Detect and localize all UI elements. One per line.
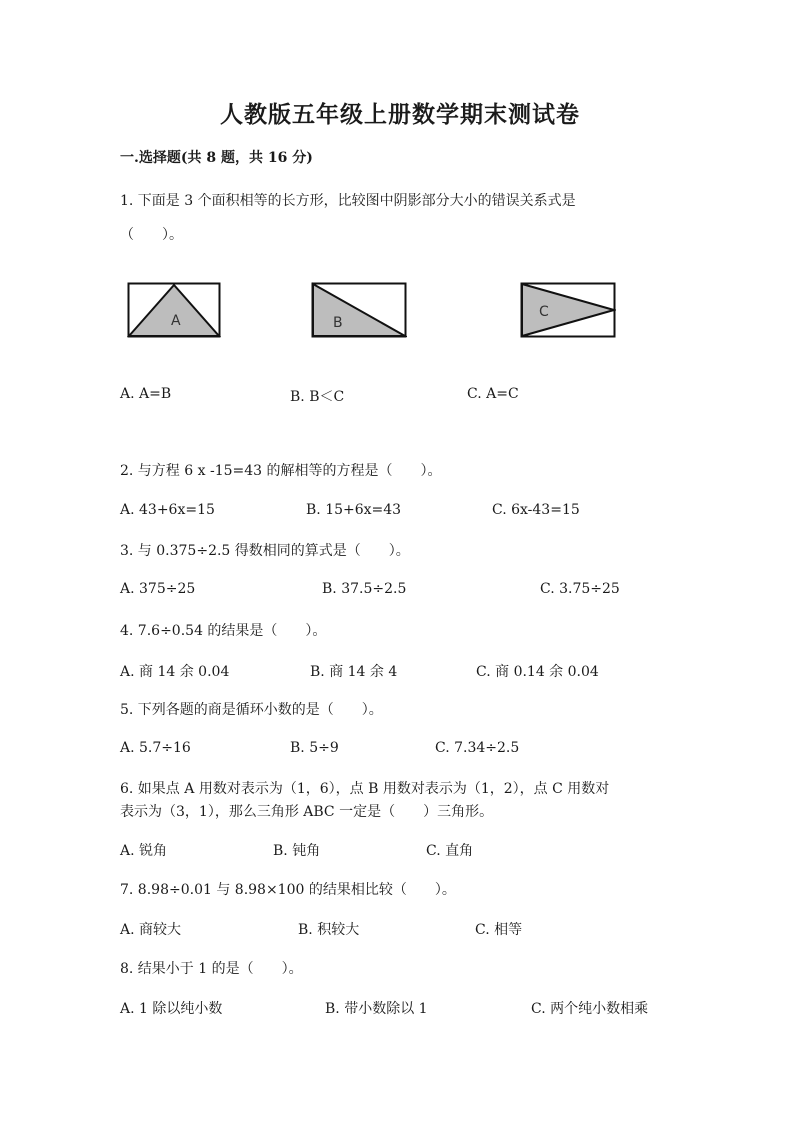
- question-6-option-c[interactable]: C. 直角: [426, 843, 474, 859]
- question-4-option-c[interactable]: C. 商 0.14 余 0.04: [476, 664, 599, 680]
- figure-label-a: A: [171, 313, 181, 329]
- shaded-triangle-c: [522, 284, 614, 336]
- page-title: 人教版五年级上册数学期末测试卷: [220, 101, 580, 128]
- question-3-option-c[interactable]: C. 3.75÷25: [540, 581, 620, 597]
- question-4-option-b[interactable]: B. 商 14 余 4: [310, 664, 398, 680]
- question-5-option-b[interactable]: B. 5÷9: [290, 740, 339, 756]
- figure-label-c: C: [539, 304, 549, 320]
- question-2-option-a[interactable]: A. 43+6x=15: [120, 502, 215, 518]
- question-1-option-b[interactable]: B. B＜C: [290, 389, 345, 405]
- question-5-text: 5. 下列各题的商是循环小数的是（ ）。: [120, 702, 383, 718]
- figure-rect-c: [520, 282, 616, 338]
- question-5-option-a[interactable]: A. 5.7÷16: [120, 740, 191, 756]
- question-6-option-b[interactable]: B. 钝角: [273, 843, 321, 859]
- question-3-option-a[interactable]: A. 375÷25: [120, 581, 196, 597]
- question-4-option-a[interactable]: A. 商 14 余 0.04: [120, 664, 230, 680]
- section-heading: 一.选择题(共 8 题，共 16 分): [120, 150, 313, 166]
- question-7-option-b[interactable]: B. 积较大: [298, 922, 360, 938]
- question-7-text: 7. 8.98÷0.01 与 8.98×100 的结果相比较（ ）。: [120, 882, 456, 898]
- question-1-text-cont: （ ）。: [120, 227, 183, 243]
- question-1-option-a[interactable]: A. A=B: [120, 386, 172, 402]
- shaded-triangle-b: [313, 284, 405, 336]
- question-6-text-cont: 表示为（3，1），那么三角形 ABC 一定是（ ）三角形。: [120, 804, 494, 820]
- question-7-option-c[interactable]: C. 相等: [475, 922, 523, 938]
- question-1-text: 1. 下面是 3 个面积相等的长方形，比较图中阴影部分大小的错误关系式是: [120, 193, 576, 209]
- question-6-option-a[interactable]: A. 锐角: [120, 843, 168, 859]
- question-1-option-c[interactable]: C. A=C: [467, 386, 519, 402]
- question-3-text: 3. 与 0.375÷2.5 得数相同的算式是（ ）。: [120, 543, 410, 559]
- question-5-option-c[interactable]: C. 7.34÷2.5: [435, 740, 520, 756]
- question-8-option-c[interactable]: C. 两个纯小数相乘: [531, 1001, 649, 1017]
- question-4-text: 4. 7.6÷0.54 的结果是（ ）。: [120, 623, 327, 639]
- question-2-text: 2. 与方程 6 x -15=43 的解相等的方程是（ ）。: [120, 463, 442, 479]
- question-6-text: 6. 如果点 A 用数对表示为（1，6），点 B 用数对表示为（1，2），点 C 用数对: [120, 781, 610, 797]
- question-2-option-c[interactable]: C. 6x-43=15: [492, 502, 580, 518]
- question-2-option-b[interactable]: B. 15+6x=43: [306, 502, 402, 518]
- figure-rect-a: [127, 282, 221, 338]
- figure-rect-b: [311, 282, 407, 338]
- question-3-option-b[interactable]: B. 37.5÷2.5: [322, 581, 407, 597]
- question-8-option-a[interactable]: A. 1 除以纯小数: [120, 1001, 223, 1017]
- question-8-option-b[interactable]: B. 带小数除以 1: [325, 1001, 428, 1017]
- figure-label-b: B: [333, 315, 343, 331]
- question-8-text: 8. 结果小于 1 的是（ ）。: [120, 961, 303, 977]
- question-7-option-a[interactable]: A. 商较大: [120, 922, 182, 938]
